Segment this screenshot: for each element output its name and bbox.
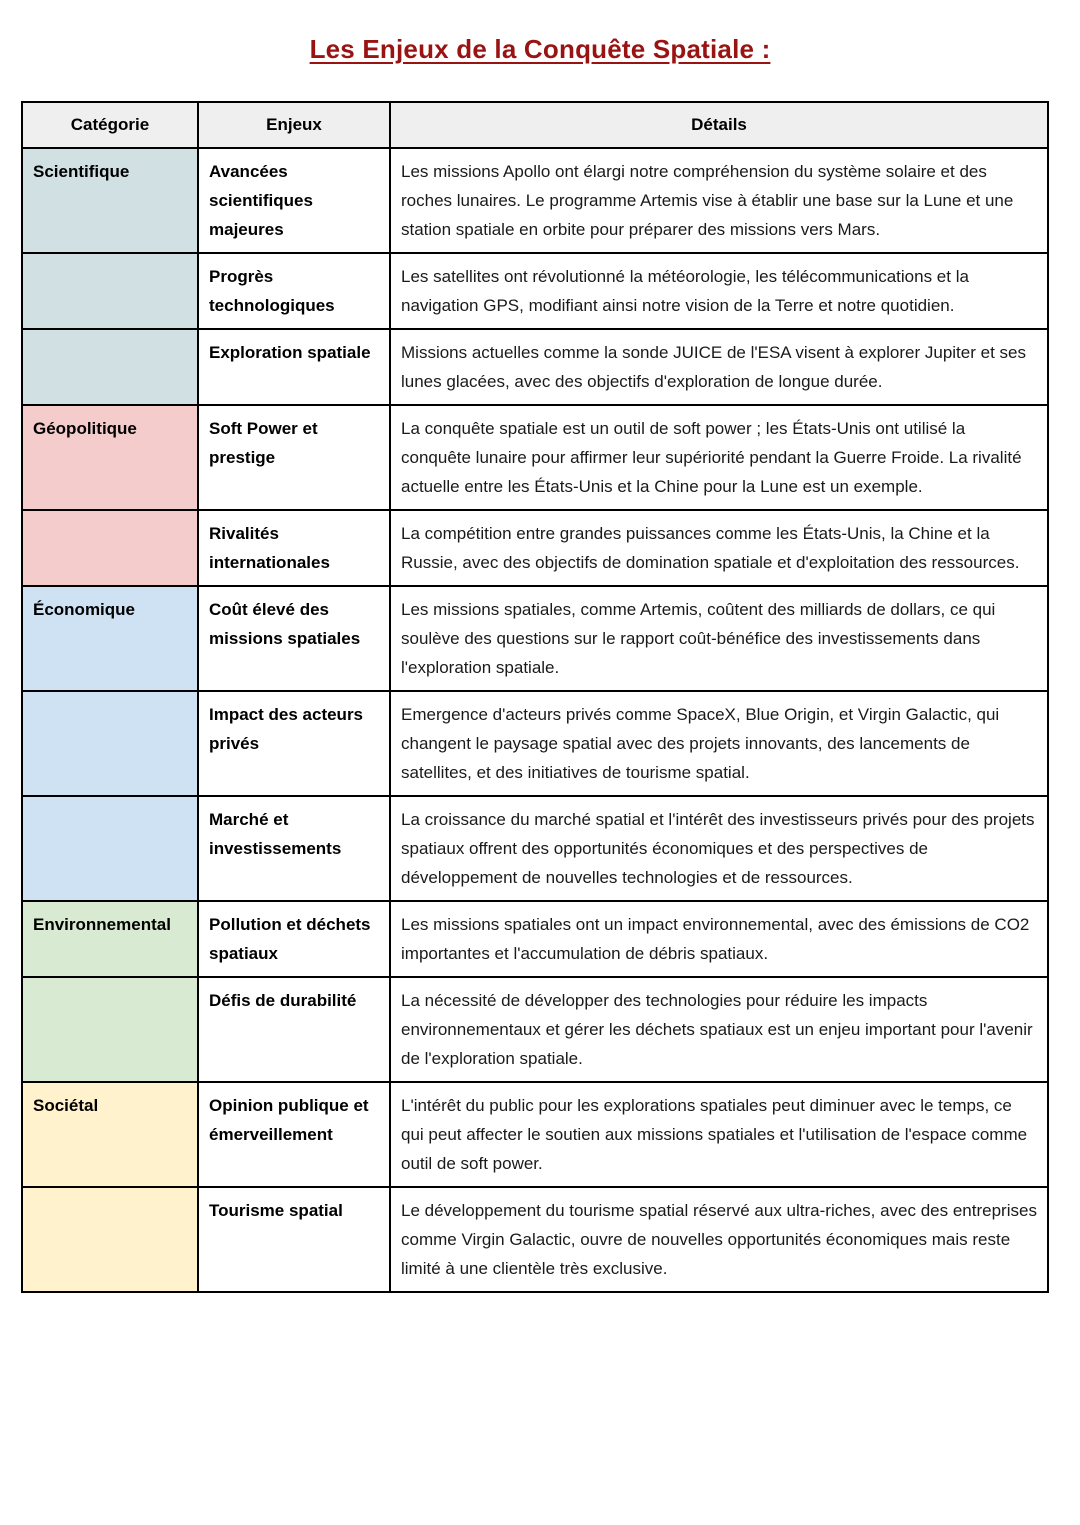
table-row [22, 405, 1048, 510]
detail-cell: La croissance du marché spatial et l'intérêt des investisseurs privés pour des projets spatiaux offrent des opportunités économiques et des perspectives de développement de nouvelles technologies et de ressources. [390, 796, 1048, 901]
detail-cell: Le développement du tourisme spatial réservé aux ultra-riches, avec des entreprises comme Virgin Galactic, ouvre de nouvelles opportunités économiques mais reste limité à une clientèle très exclusive. [390, 1187, 1048, 1292]
category-cell: Scientifique [22, 148, 198, 253]
table-row [22, 1082, 1048, 1187]
detail-cell: La conquête spatiale est un outil de soft power ; les États-Unis ont utilisé la conquête lunaire pour affirmer leur supériorité pendant la Guerre Froide. La rivalité actuelle entre les États-Unis et la Chine pour la Lune est un exemple. [390, 405, 1048, 510]
category-cell [22, 510, 198, 586]
category-cell [22, 1187, 198, 1292]
issues-table [21, 101, 1049, 1293]
column-header-details: Détails [390, 102, 1048, 148]
category-cell: Sociétal [22, 1082, 198, 1187]
detail-cell: Les missions Apollo ont élargi notre compréhension du système solaire et des roches lunaires. Le programme Artemis vise à établir une base sur la Lune et une station spatiale en orbite pour préparer des missions vers Mars. [390, 148, 1048, 253]
category-cell [22, 977, 198, 1082]
column-header-enjeux: Enjeux [198, 102, 390, 148]
detail-cell: Les missions spatiales ont un impact environnemental, avec des émissions de CO2 importantes et l'accumulation de débris spatiaux. [390, 901, 1048, 977]
category-cell: Géopolitique [22, 405, 198, 510]
detail-cell: La compétition entre grandes puissances comme les États-Unis, la Chine et la Russie, avec des objectifs de domination spatiale et d'exploitation des ressources. [390, 510, 1048, 586]
detail-cell: Missions actuelles comme la sonde JUICE de l'ESA visent à explorer Jupiter et ses lunes glacées, avec des objectifs d'exploration de longue durée. [390, 329, 1048, 405]
enjeu-cell: Impact des acteurs privés [198, 691, 390, 796]
table-row [22, 510, 1048, 586]
table-row [22, 329, 1048, 405]
detail-cell: Emergence d'acteurs privés comme SpaceX, Blue Origin, et Virgin Galactic, qui changent le paysage spatial avec des projets innovants, des lancements de satellites, et des initiatives de tourisme spatial. [390, 691, 1048, 796]
table-row [22, 586, 1048, 691]
enjeu-cell: Rivalités internationales [198, 510, 390, 586]
category-cell [22, 253, 198, 329]
enjeu-cell: Opinion publique et émerveillement [198, 1082, 390, 1187]
enjeu-cell: Exploration spatiale [198, 329, 390, 405]
table-row [22, 691, 1048, 796]
detail-cell: Les satellites ont révolutionné la météorologie, les télécommunications et la navigation GPS, modifiant ainsi notre vision de la Terre et notre quotidien. [390, 253, 1048, 329]
category-cell [22, 796, 198, 901]
table-row [22, 1187, 1048, 1292]
enjeu-cell: Avancées scientifiques majeures [198, 148, 390, 253]
category-cell: Économique [22, 586, 198, 691]
table-row [22, 977, 1048, 1082]
detail-cell: Les missions spatiales, comme Artemis, coûtent des milliards de dollars, ce qui soulève des questions sur le rapport coût-bénéfice des investissements dans l'exploration spatiale. [390, 586, 1048, 691]
document-title: Les Enjeux de la Conquête Spatiale : [309, 34, 771, 64]
detail-cell: L'intérêt du public pour les explorations spatiales peut diminuer avec le temps, ce qui peut affecter le soutien aux missions spatiales et l'utilisation de l'espace comme outil de soft power. [390, 1082, 1048, 1187]
detail-cell: La nécessité de développer des technologies pour réduire les impacts environnementaux et gérer les déchets spatiaux est un enjeu important pour l'avenir de l'exploration spatiale. [390, 977, 1048, 1082]
table-row [22, 253, 1048, 329]
enjeu-cell: Marché et investissements [198, 796, 390, 901]
enjeu-cell: Pollution et déchets spatiaux [198, 901, 390, 977]
enjeu-cell: Coût élevé des missions spatiales [198, 586, 390, 691]
table-row [22, 901, 1048, 977]
header-row [22, 102, 1048, 148]
table-row [22, 148, 1048, 253]
column-header-categorie: Catégorie [22, 102, 198, 148]
enjeu-cell: Progrès technologiques [198, 253, 390, 329]
category-cell [22, 329, 198, 405]
enjeu-cell: Défis de durabilité [198, 977, 390, 1082]
enjeu-cell: Tourisme spatial [198, 1187, 390, 1292]
category-cell: Environnemental [22, 901, 198, 977]
enjeu-cell: Soft Power et prestige [198, 405, 390, 510]
category-cell [22, 691, 198, 796]
table-row [22, 796, 1048, 901]
